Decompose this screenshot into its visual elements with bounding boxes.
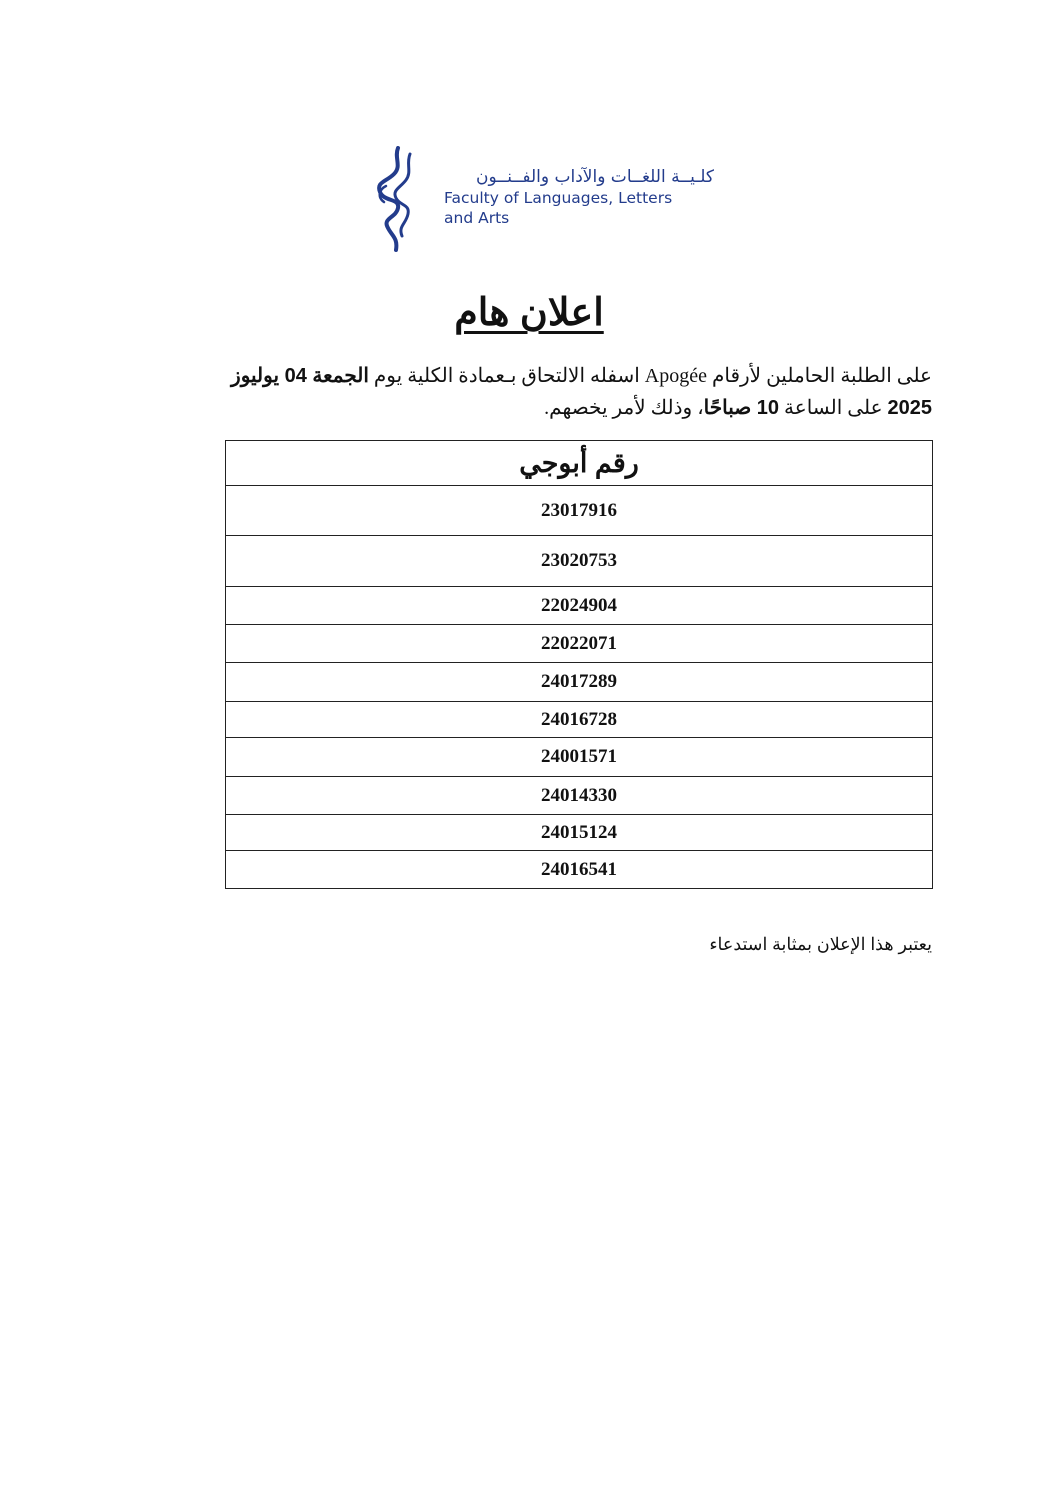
intro-day: الجمعة 04 يوليوز xyxy=(231,365,369,387)
apogee-number: 22022071 xyxy=(226,625,933,663)
table-row xyxy=(226,815,933,851)
apogee-number: 22024904 xyxy=(226,587,933,625)
table-row xyxy=(226,777,933,815)
intro-time: 10 صباحًا xyxy=(703,397,780,419)
announcement-intro xyxy=(168,360,932,424)
apogee-number: 24015124 xyxy=(226,815,933,851)
table-row xyxy=(226,486,933,536)
apogee-number: 23017916 xyxy=(226,486,933,536)
intro-part1: على الطلبة الحاملين لأرقام Apogée اسفله الالتحاق بـعمادة الكلية يوم xyxy=(368,365,932,387)
logo-english-line1: Faculty of Languages, Letters xyxy=(444,189,673,207)
faculty-emblem-icon xyxy=(372,146,428,252)
apogee-number: 24001571 xyxy=(226,738,933,777)
table-row xyxy=(226,663,933,702)
faculty-logo xyxy=(372,146,722,254)
apogee-table xyxy=(225,440,933,889)
apogee-number: 24014330 xyxy=(226,777,933,815)
intro-part2: على الساعة xyxy=(779,397,888,419)
table-row xyxy=(226,587,933,625)
logo-arabic-name: كلـيــة اللغــات والآداب والفــنــون xyxy=(476,167,714,187)
apogee-number: 24017289 xyxy=(226,663,933,702)
table-row xyxy=(226,851,933,889)
announcement-title xyxy=(0,290,1058,335)
announcement-title-text: اعلان هام xyxy=(454,292,604,334)
apogee-number: 23020753 xyxy=(226,536,933,587)
intro-part3: ، وذلك لأمر يخصهم. xyxy=(544,397,704,419)
table-row xyxy=(226,625,933,663)
table-row xyxy=(226,536,933,587)
summons-note: يعتبر هذا الإعلان بمثابة استدعاء xyxy=(709,934,932,954)
table-row xyxy=(226,738,933,777)
apogee-number: 24016541 xyxy=(226,851,933,889)
table-row xyxy=(226,702,933,738)
table-header-row xyxy=(226,441,933,486)
logo-english-line2: and Arts xyxy=(444,209,510,227)
apogee-number: 24016728 xyxy=(226,702,933,738)
table-header: رقم أبوجي xyxy=(226,441,933,486)
intro-year: 2025 xyxy=(887,397,932,419)
logo-text xyxy=(444,166,719,228)
intro-line2 xyxy=(168,392,932,424)
